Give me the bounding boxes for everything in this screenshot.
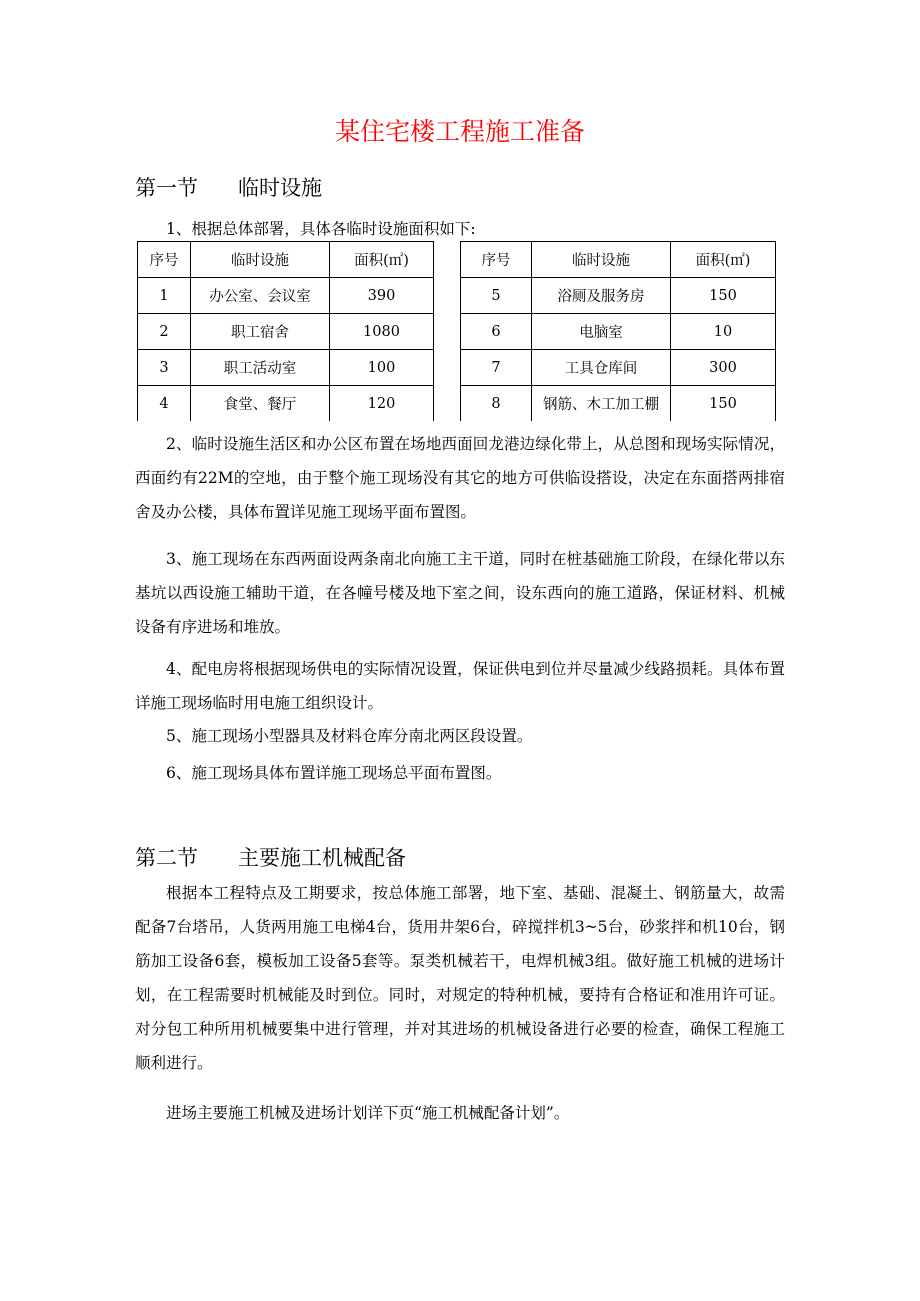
header-no: 序号 — [461, 242, 532, 278]
section1-paragraph-3: 3、施工现场在东西两面设两条南北向施工主干道，同时在桩基础施工阶段，在绿化带以东基坑以西设施工辅助干道，在各幢号楼及地下室之间，设东西向的施工道路，保证材料、机械设备有序进场和堆放。 — [135, 550, 785, 636]
document-title: 某住宅楼工程施工准备 — [334, 117, 585, 146]
section2-paragraph-1: 根据本工程特点及工期要求，按总体施工部署，地下室、基础、混凝土、钢筋量大，故需配备7台塔吊，人货两用施工电梯4台，货用井架6台，碎搅拌机3~5台，砂浆拌和机10台，钢筋加工设备6套，模板加工设备5套等。泵类机械若干，电焊机械3组。做好施工机械的进场计划，在工程需要时机械能及时到位。同时，对规定的特种机械，要持有合格证和准用许可证。对分包工种所用机械要集中进行管理，并对其进场的机械设备进行必要的检查，确保工程施工顺利进行。 — [135, 884, 785, 1072]
section1-number: 第一节 — [135, 176, 198, 200]
cell-no: 1 — [138, 278, 191, 314]
cell-area: 1080 — [330, 314, 434, 350]
cell-area: 150 — [671, 386, 776, 422]
section1-paragraph-5: 5、施工现场小型器具及材料仓库分南北两区段设置。 — [166, 727, 533, 745]
section2-heading — [135, 842, 406, 872]
section2-paragraph-2: 进场主要施工机械及进场计划详下页“施工机械配备计划”。 — [166, 1104, 570, 1122]
cell-area: 390 — [330, 278, 434, 314]
header-no: 序号 — [138, 242, 191, 278]
table-row — [461, 278, 776, 314]
cell-facility: 钢筋、木工加工棚 — [532, 386, 671, 422]
cell-no: 6 — [461, 314, 532, 350]
cell-no: 4 — [138, 386, 191, 422]
cell-no: 5 — [461, 278, 532, 314]
section1-name: 临时设施 — [238, 176, 322, 200]
section1-heading — [135, 172, 322, 202]
cell-area: 100 — [330, 350, 434, 386]
section2-name: 主要施工机械配备 — [238, 846, 406, 870]
cell-facility: 电脑室 — [532, 314, 671, 350]
table-row — [138, 278, 434, 314]
cell-no: 7 — [461, 350, 532, 386]
table-row — [461, 386, 776, 422]
cell-no: 2 — [138, 314, 191, 350]
section1-paragraph-6: 6、施工现场具体布置详施工现场总平面布置图。 — [166, 764, 502, 782]
cell-area: 300 — [671, 350, 776, 386]
header-area: 面积(㎡) — [671, 242, 776, 278]
cell-facility: 工具仓库间 — [532, 350, 671, 386]
table-row — [138, 350, 434, 386]
table-header-row — [138, 242, 434, 278]
cell-facility: 浴厕及服务房 — [532, 278, 671, 314]
table-row — [461, 314, 776, 350]
section2-number: 第二节 — [135, 846, 198, 870]
header-facility: 临时设施 — [191, 242, 330, 278]
cell-area: 10 — [671, 314, 776, 350]
cell-facility: 办公室、会议室 — [191, 278, 330, 314]
table-row — [138, 314, 434, 350]
cell-no: 8 — [461, 386, 532, 422]
cell-facility: 食堂、餐厅 — [191, 386, 330, 422]
cell-facility: 职工宿舍 — [191, 314, 330, 350]
table-header-row — [461, 242, 776, 278]
facilities-table-left — [137, 241, 434, 421]
header-facility: 临时设施 — [532, 242, 671, 278]
cell-facility: 职工活动室 — [191, 350, 330, 386]
cell-area: 150 — [671, 278, 776, 314]
table-row — [138, 386, 434, 422]
cell-area: 120 — [330, 386, 434, 422]
table-row — [461, 350, 776, 386]
header-area: 面积(㎡) — [330, 242, 434, 278]
facilities-table-right — [460, 241, 776, 421]
section1-paragraph-4: 4、配电房将根据现场供电的实际情况设置，保证供电到位并尽量减少线路损耗。具体布置详施工现场临时用电施工组织设计。 — [135, 660, 785, 712]
section1-intro: 1、根据总体部署，具体各临时设施面积如下: — [166, 220, 476, 238]
section1-paragraph-2: 2、临时设施生活区和办公区布置在场地西面回龙港边绿化带上，从总图和现场实际情况，西面约有22M的空地，由于整个施工现场没有其它的地方可供临设搭设，决定在东面搭两排宿舍及办公楼，具体布置详见施工现场平面布置图。 — [135, 435, 785, 521]
cell-no: 3 — [138, 350, 191, 386]
